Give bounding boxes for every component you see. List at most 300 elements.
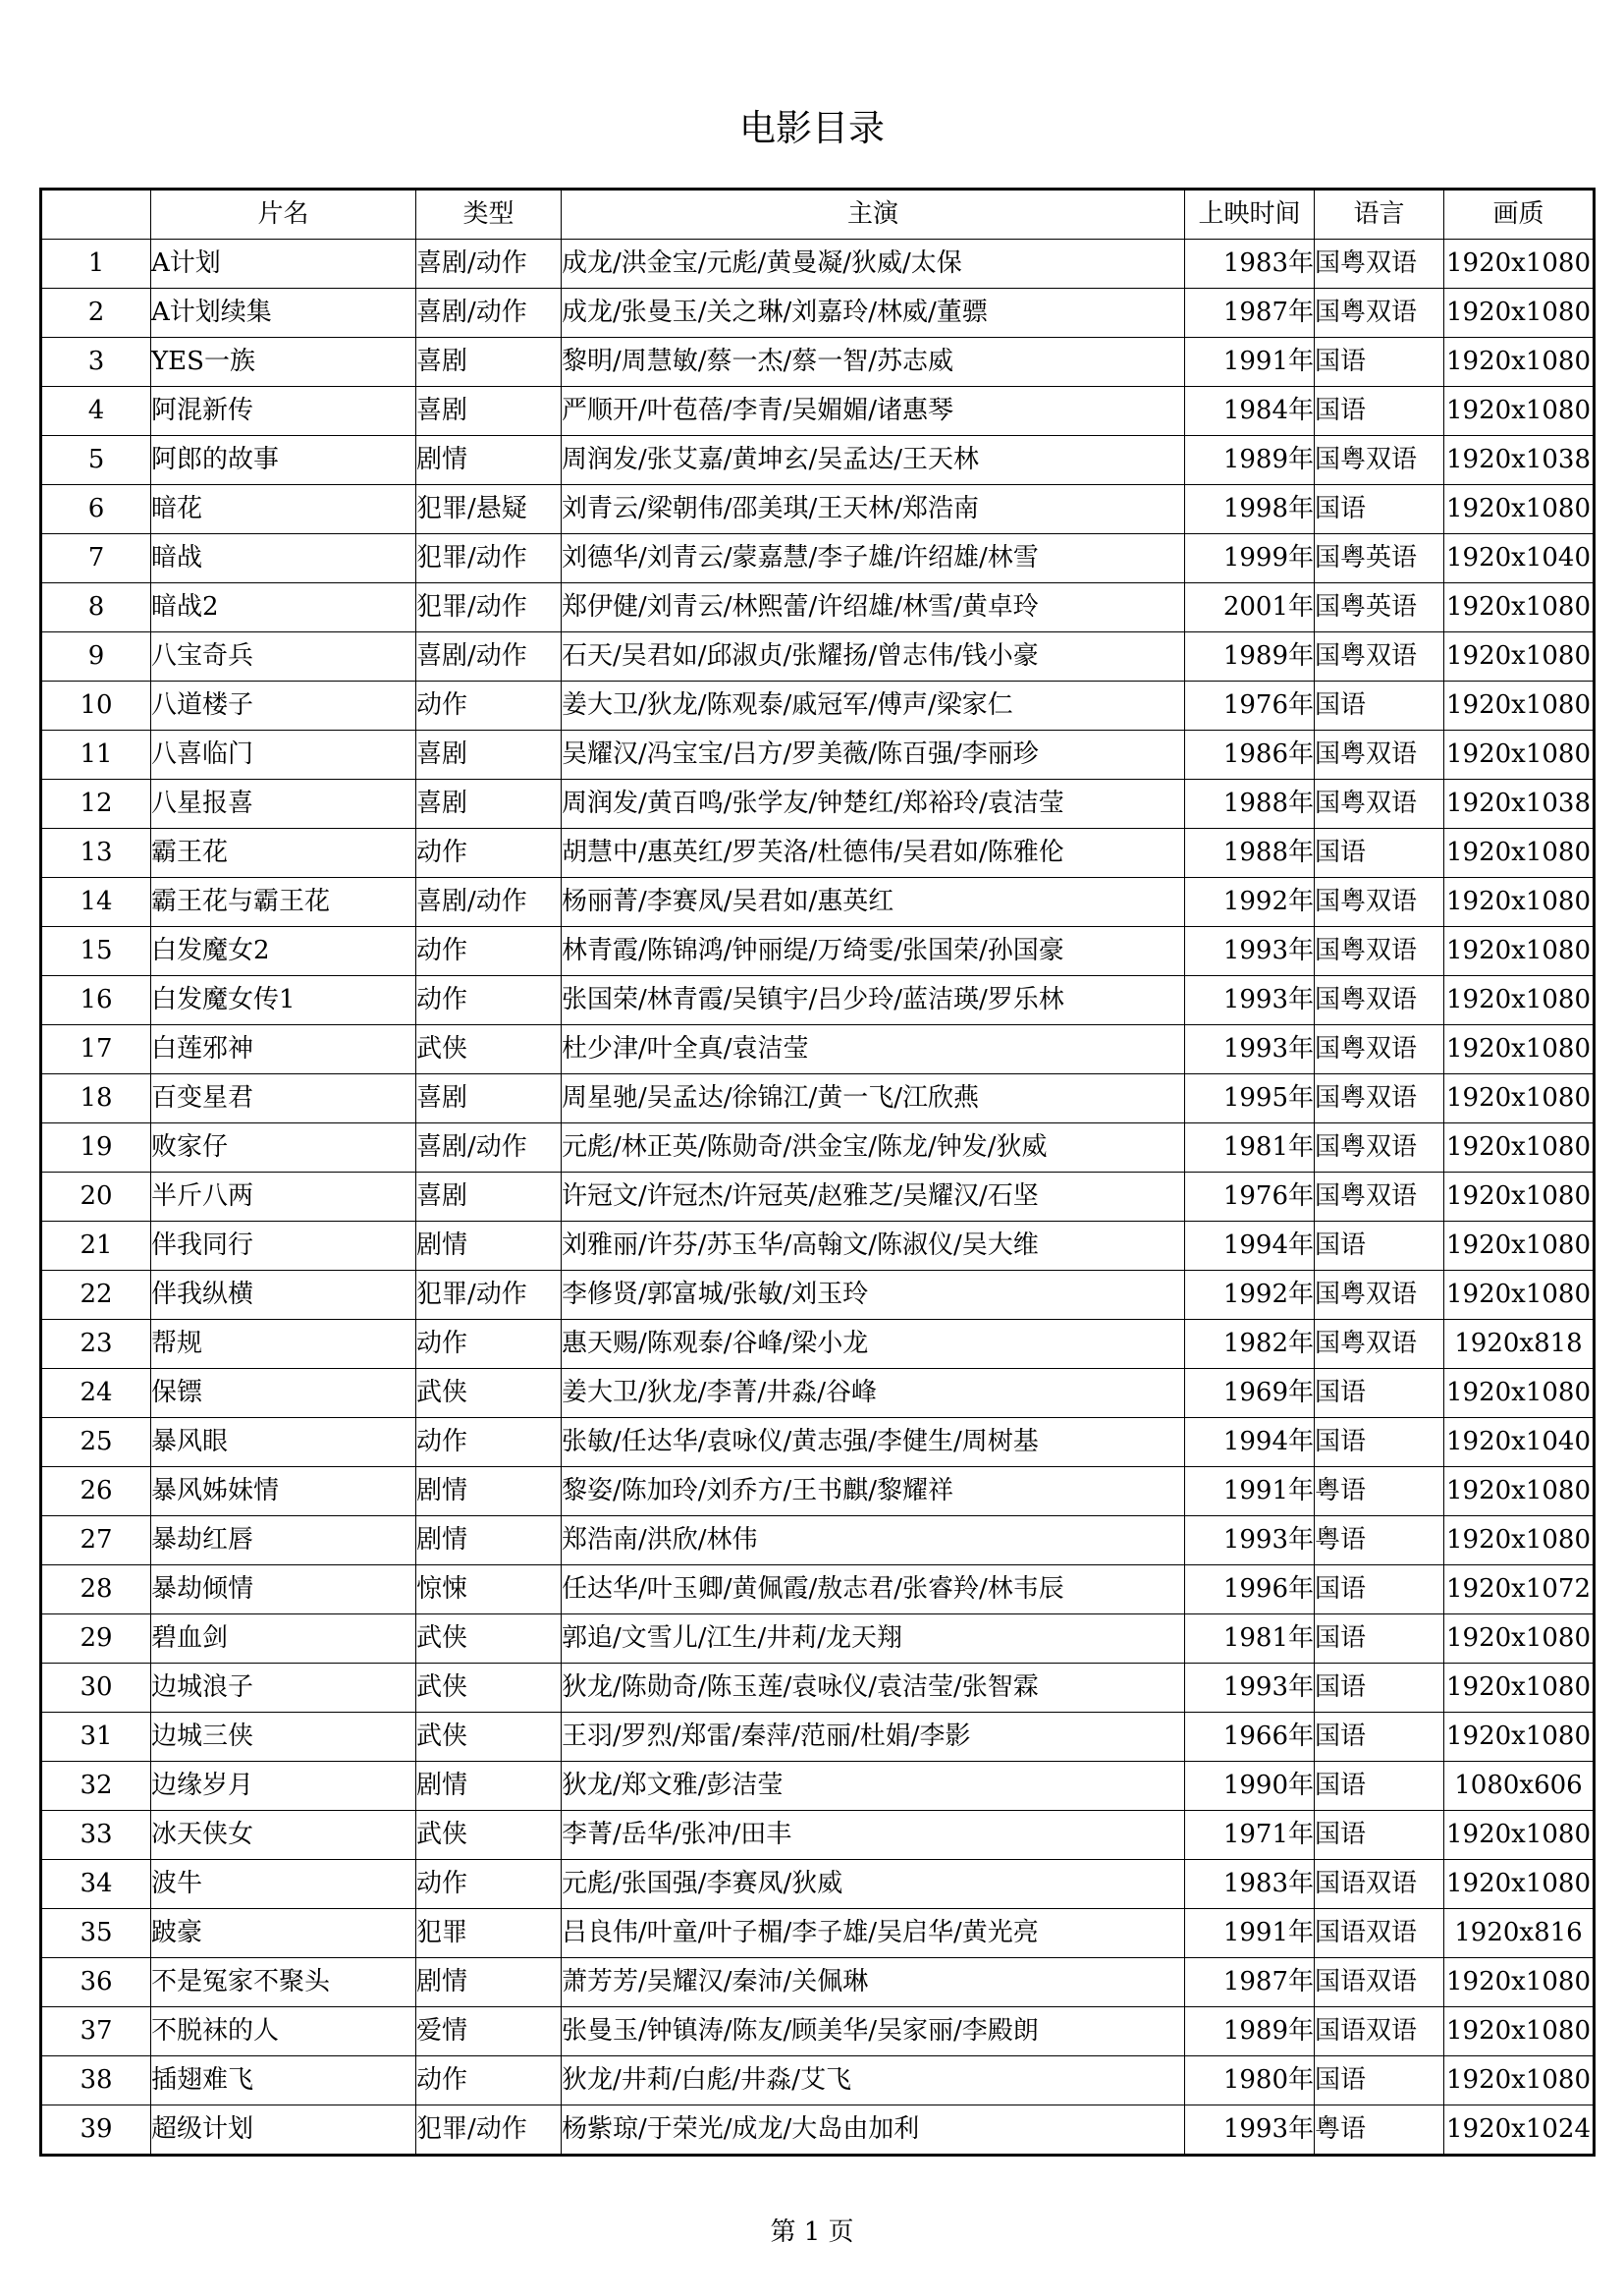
release-year: 1976年 [1185, 682, 1315, 731]
language: 国语 [1315, 1565, 1444, 1614]
movie-title: 暴风眼 [151, 1418, 416, 1467]
row-number: 15 [41, 927, 151, 976]
release-year: 1992年 [1185, 878, 1315, 927]
cast: 严顺开/叶苞蓓/李青/吴媚媚/诸惠琴 [562, 387, 1185, 436]
release-year: 1981年 [1185, 1123, 1315, 1173]
table-row [41, 1173, 1595, 1222]
release-year: 1993年 [1185, 976, 1315, 1025]
genre: 爱情 [416, 2007, 562, 2056]
row-number: 28 [41, 1565, 151, 1614]
cast: 成龙/张曼玉/关之琳/刘嘉玲/林威/董骠 [562, 289, 1185, 338]
resolution: 1920x1040 [1444, 1418, 1595, 1467]
row-number: 25 [41, 1418, 151, 1467]
genre: 喜剧/动作 [416, 878, 562, 927]
language: 国粤双语 [1315, 1271, 1444, 1320]
language: 国语 [1315, 1811, 1444, 1860]
release-year: 1986年 [1185, 731, 1315, 780]
release-year: 1983年 [1185, 1860, 1315, 1909]
resolution: 1920x1080 [1444, 1222, 1595, 1271]
table-row [41, 1565, 1595, 1614]
movie-title: A计划续集 [151, 289, 416, 338]
row-number: 38 [41, 2056, 151, 2105]
resolution: 1920x1080 [1444, 829, 1595, 878]
release-year: 1994年 [1185, 1222, 1315, 1271]
header-genre: 类型 [416, 190, 562, 240]
row-number: 7 [41, 534, 151, 583]
movie-title: 暴劫红唇 [151, 1516, 416, 1565]
table-row [41, 2105, 1595, 2156]
release-year: 1971年 [1185, 1811, 1315, 1860]
cast: 林青霞/陈锦鸿/钟丽缇/万绮雯/张国荣/孙国豪 [562, 927, 1185, 976]
movie-title: 暗战 [151, 534, 416, 583]
resolution: 1920x1040 [1444, 534, 1595, 583]
genre: 喜剧 [416, 780, 562, 829]
genre: 武侠 [416, 1664, 562, 1713]
movie-title: 插翅难飞 [151, 2056, 416, 2105]
row-number: 36 [41, 1958, 151, 2007]
resolution: 1920x1024 [1444, 2105, 1595, 2156]
table-row [41, 338, 1595, 387]
cast: 周润发/张艾嘉/黄坤玄/吴孟达/王天林 [562, 436, 1185, 485]
language: 国粤双语 [1315, 1173, 1444, 1222]
cast: 张曼玉/钟镇涛/陈友/顾美华/吴家丽/李殿朗 [562, 2007, 1185, 2056]
resolution: 1920x1080 [1444, 485, 1595, 534]
cast: 狄龙/郑文雅/彭洁莹 [562, 1762, 1185, 1811]
table-row [41, 436, 1595, 485]
release-year: 1996年 [1185, 1565, 1315, 1614]
language: 国粤英语 [1315, 583, 1444, 632]
movie-title: 暴劫倾情 [151, 1565, 416, 1614]
table-row [41, 1516, 1595, 1565]
resolution: 1920x1072 [1444, 1565, 1595, 1614]
row-number: 16 [41, 976, 151, 1025]
genre: 犯罪/悬疑 [416, 485, 562, 534]
cast: 刘德华/刘青云/蒙嘉慧/李子雄/许绍雄/林雪 [562, 534, 1185, 583]
resolution: 1920x1080 [1444, 1025, 1595, 1074]
release-year: 2001年 [1185, 583, 1315, 632]
release-year: 1992年 [1185, 1271, 1315, 1320]
release-year: 1966年 [1185, 1713, 1315, 1762]
language: 国粤双语 [1315, 1025, 1444, 1074]
table-row [41, 731, 1595, 780]
language: 国语 [1315, 682, 1444, 731]
release-year: 1993年 [1185, 1025, 1315, 1074]
resolution: 1920x1080 [1444, 1860, 1595, 1909]
table-row [41, 1271, 1595, 1320]
table-row [41, 927, 1595, 976]
cast: 胡慧中/惠英红/罗芙洛/杜德伟/吴君如/陈雅伦 [562, 829, 1185, 878]
language: 国粤双语 [1315, 1123, 1444, 1173]
genre: 惊悚 [416, 1565, 562, 1614]
release-year: 1989年 [1185, 436, 1315, 485]
resolution: 1920x1080 [1444, 1173, 1595, 1222]
language: 国语双语 [1315, 2007, 1444, 2056]
header-quality: 画质 [1444, 190, 1595, 240]
language: 国粤双语 [1315, 927, 1444, 976]
language: 国粤双语 [1315, 780, 1444, 829]
release-year: 1989年 [1185, 2007, 1315, 2056]
row-number: 4 [41, 387, 151, 436]
language: 国语 [1315, 1418, 1444, 1467]
language: 国粤双语 [1315, 240, 1444, 289]
resolution: 1920x1080 [1444, 1123, 1595, 1173]
row-number: 37 [41, 2007, 151, 2056]
movie-title: 超级计划 [151, 2105, 416, 2156]
row-number: 2 [41, 289, 151, 338]
resolution: 1920x816 [1444, 1909, 1595, 1958]
table-row [41, 2007, 1595, 2056]
genre: 喜剧 [416, 1074, 562, 1123]
release-year: 1980年 [1185, 2056, 1315, 2105]
genre: 喜剧 [416, 731, 562, 780]
cast: 黎姿/陈加玲/刘乔方/王书麒/黎耀祥 [562, 1467, 1185, 1516]
language: 国粤英语 [1315, 534, 1444, 583]
table-row [41, 240, 1595, 289]
genre: 犯罪 [416, 1909, 562, 1958]
release-year: 1989年 [1185, 632, 1315, 682]
table-row [41, 780, 1595, 829]
table-row [41, 976, 1595, 1025]
language: 国语双语 [1315, 1958, 1444, 2007]
language: 粤语 [1315, 1516, 1444, 1565]
movie-title: 保镖 [151, 1369, 416, 1418]
release-year: 1988年 [1185, 780, 1315, 829]
resolution: 1920x1080 [1444, 289, 1595, 338]
row-number: 24 [41, 1369, 151, 1418]
movie-title: 伴我纵横 [151, 1271, 416, 1320]
release-year: 1994年 [1185, 1418, 1315, 1467]
genre: 动作 [416, 976, 562, 1025]
header-index [41, 190, 151, 240]
table-row [41, 2056, 1595, 2105]
resolution: 1920x1080 [1444, 2056, 1595, 2105]
release-year: 1982年 [1185, 1320, 1315, 1369]
resolution: 1920x1080 [1444, 731, 1595, 780]
release-year: 1987年 [1185, 1958, 1315, 2007]
genre: 喜剧/动作 [416, 1123, 562, 1173]
movie-title: 八星报喜 [151, 780, 416, 829]
header-release: 上映时间 [1185, 190, 1315, 240]
table-row [41, 1664, 1595, 1713]
genre: 武侠 [416, 1025, 562, 1074]
row-number: 1 [41, 240, 151, 289]
cast: 张敏/任达华/袁咏仪/黄志强/李健生/周树基 [562, 1418, 1185, 1467]
cast: 吴耀汉/冯宝宝/吕方/罗美薇/陈百强/李丽珍 [562, 731, 1185, 780]
genre: 犯罪/动作 [416, 534, 562, 583]
table-row [41, 1860, 1595, 1909]
cast: 杨丽菁/李赛凤/吴君如/惠英红 [562, 878, 1185, 927]
movie-title: 白莲邪神 [151, 1025, 416, 1074]
language: 国粤双语 [1315, 289, 1444, 338]
resolution: 1920x1080 [1444, 1713, 1595, 1762]
page-number: 第 1 页 [770, 2217, 854, 2247]
table-row [41, 1123, 1595, 1173]
language: 国粤双语 [1315, 878, 1444, 927]
row-number: 20 [41, 1173, 151, 1222]
cast: 惠天赐/陈观泰/谷峰/梁小龙 [562, 1320, 1185, 1369]
cast: 姜大卫/狄龙/李菁/井淼/谷峰 [562, 1369, 1185, 1418]
genre: 喜剧/动作 [416, 289, 562, 338]
cast: 吕良伟/叶童/叶子楣/李子雄/吴启华/黄光亮 [562, 1909, 1185, 1958]
movie-title: 伴我同行 [151, 1222, 416, 1271]
header-language: 语言 [1315, 190, 1444, 240]
release-year: 1995年 [1185, 1074, 1315, 1123]
release-year: 1991年 [1185, 1909, 1315, 1958]
resolution: 1080x606 [1444, 1762, 1595, 1811]
genre: 剧情 [416, 1467, 562, 1516]
release-year: 1981年 [1185, 1614, 1315, 1664]
genre: 喜剧 [416, 387, 562, 436]
resolution: 1920x1080 [1444, 927, 1595, 976]
cast: 元彪/林正英/陈勋奇/洪金宝/陈龙/钟发/狄威 [562, 1123, 1185, 1173]
language: 粤语 [1315, 2105, 1444, 2156]
movie-title: 八喜临门 [151, 731, 416, 780]
table-row [41, 534, 1595, 583]
movie-title: 碧血剑 [151, 1614, 416, 1664]
row-number: 8 [41, 583, 151, 632]
row-number: 31 [41, 1713, 151, 1762]
language: 国语 [1315, 829, 1444, 878]
table-row [41, 1222, 1595, 1271]
cast: 李修贤/郭富城/张敏/刘玉玲 [562, 1271, 1185, 1320]
row-number: 19 [41, 1123, 151, 1173]
movie-title: 冰天侠女 [151, 1811, 416, 1860]
movie-title: 霸王花 [151, 829, 416, 878]
row-number: 12 [41, 780, 151, 829]
header-row [41, 190, 1595, 240]
row-number: 29 [41, 1614, 151, 1664]
movie-title: 不是冤家不聚头 [151, 1958, 416, 2007]
movie-title: 暗战2 [151, 583, 416, 632]
genre: 犯罪/动作 [416, 2105, 562, 2156]
movie-title: 边缘岁月 [151, 1762, 416, 1811]
resolution: 1920x1080 [1444, 1467, 1595, 1516]
genre: 喜剧/动作 [416, 240, 562, 289]
cast: 杜少津/叶全真/袁洁莹 [562, 1025, 1185, 1074]
table-row [41, 583, 1595, 632]
genre: 犯罪/动作 [416, 583, 562, 632]
cast: 周润发/黄百鸣/张学友/钟楚红/郑裕玲/袁洁莹 [562, 780, 1185, 829]
language: 国语双语 [1315, 1909, 1444, 1958]
genre: 动作 [416, 829, 562, 878]
resolution: 1920x1038 [1444, 436, 1595, 485]
movie-title: 半斤八两 [151, 1173, 416, 1222]
page-title: 电影目录 [739, 107, 885, 149]
resolution: 1920x1080 [1444, 976, 1595, 1025]
language: 国语 [1315, 1762, 1444, 1811]
genre: 剧情 [416, 1958, 562, 2007]
resolution: 1920x1080 [1444, 1958, 1595, 2007]
row-number: 11 [41, 731, 151, 780]
movie-title: YES一族 [151, 338, 416, 387]
movie-title: 八宝奇兵 [151, 632, 416, 682]
genre: 犯罪/动作 [416, 1271, 562, 1320]
genre: 喜剧 [416, 1173, 562, 1222]
movie-title: 暗花 [151, 485, 416, 534]
language: 国语 [1315, 338, 1444, 387]
cast: 张国荣/林青霞/吴镇宇/吕少玲/蓝洁瑛/罗乐林 [562, 976, 1185, 1025]
table-row [41, 829, 1595, 878]
release-year: 1998年 [1185, 485, 1315, 534]
resolution: 1920x1080 [1444, 1811, 1595, 1860]
row-number: 14 [41, 878, 151, 927]
row-number: 6 [41, 485, 151, 534]
row-number: 10 [41, 682, 151, 731]
resolution: 1920x1080 [1444, 1614, 1595, 1664]
row-number: 34 [41, 1860, 151, 1909]
cast: 萧芳芳/吴耀汉/秦沛/关佩琳 [562, 1958, 1185, 2007]
resolution: 1920x1080 [1444, 878, 1595, 927]
movie-title: 跛豪 [151, 1909, 416, 1958]
language: 国粤双语 [1315, 436, 1444, 485]
language: 国粤双语 [1315, 731, 1444, 780]
language: 粤语 [1315, 1467, 1444, 1516]
table-row [41, 1909, 1595, 1958]
cast: 周星驰/吴孟达/徐锦江/黄一飞/江欣燕 [562, 1074, 1185, 1123]
row-number: 13 [41, 829, 151, 878]
release-year: 1983年 [1185, 240, 1315, 289]
cast: 任达华/叶玉卿/黄佩霞/敖志君/张睿羚/林韦辰 [562, 1565, 1185, 1614]
genre: 武侠 [416, 1369, 562, 1418]
table-row [41, 387, 1595, 436]
genre: 剧情 [416, 1222, 562, 1271]
genre: 剧情 [416, 1762, 562, 1811]
release-year: 1991年 [1185, 1467, 1315, 1516]
movie-title: 八道楼子 [151, 682, 416, 731]
language: 国语双语 [1315, 1860, 1444, 1909]
release-year: 1969年 [1185, 1369, 1315, 1418]
language: 国语 [1315, 1614, 1444, 1664]
table-row [41, 1811, 1595, 1860]
table-row [41, 1614, 1595, 1664]
movie-title: 阿混新传 [151, 387, 416, 436]
movie-title: 边城浪子 [151, 1664, 416, 1713]
cast: 郑伊健/刘青云/林熙蕾/许绍雄/林雪/黄卓玲 [562, 583, 1185, 632]
resolution: 1920x1080 [1444, 2007, 1595, 2056]
row-number: 27 [41, 1516, 151, 1565]
language: 国粤双语 [1315, 1320, 1444, 1369]
genre: 武侠 [416, 1713, 562, 1762]
genre: 剧情 [416, 436, 562, 485]
resolution: 1920x1080 [1444, 1271, 1595, 1320]
row-number: 26 [41, 1467, 151, 1516]
cast: 李菁/岳华/张冲/田丰 [562, 1811, 1185, 1860]
header-title: 片名 [151, 190, 416, 240]
genre: 动作 [416, 1418, 562, 1467]
cast: 王羽/罗烈/郑雷/秦萍/范丽/杜娟/李影 [562, 1713, 1185, 1762]
row-number: 35 [41, 1909, 151, 1958]
cast: 石天/吴君如/邱淑贞/张耀扬/曾志伟/钱小豪 [562, 632, 1185, 682]
cast: 黎明/周慧敏/蔡一杰/蔡一智/苏志威 [562, 338, 1185, 387]
release-year: 1976年 [1185, 1173, 1315, 1222]
table-row [41, 1418, 1595, 1467]
movie-title: 霸王花与霸王花 [151, 878, 416, 927]
cast: 刘青云/梁朝伟/邵美琪/王天林/郑浩南 [562, 485, 1185, 534]
table-row [41, 1762, 1595, 1811]
language: 国语 [1315, 1713, 1444, 1762]
movie-title: 百变星君 [151, 1074, 416, 1123]
genre: 动作 [416, 1860, 562, 1909]
movie-title: 败家仔 [151, 1123, 416, 1173]
release-year: 1984年 [1185, 387, 1315, 436]
resolution: 1920x1080 [1444, 1074, 1595, 1123]
movie-table [39, 188, 1596, 2157]
release-year: 1993年 [1185, 1664, 1315, 1713]
cast: 成龙/洪金宝/元彪/黄曼凝/狄威/太保 [562, 240, 1185, 289]
row-number: 9 [41, 632, 151, 682]
table-row [41, 1074, 1595, 1123]
language: 国语 [1315, 1369, 1444, 1418]
table-row [41, 1467, 1595, 1516]
resolution: 1920x1080 [1444, 387, 1595, 436]
movie-title: 边城三侠 [151, 1713, 416, 1762]
genre: 剧情 [416, 1516, 562, 1565]
cast: 狄龙/陈勋奇/陈玉莲/袁咏仪/袁洁莹/张智霖 [562, 1664, 1185, 1713]
language: 国粤双语 [1315, 632, 1444, 682]
release-year: 1991年 [1185, 338, 1315, 387]
cast: 刘雅丽/许芬/苏玉华/高翰文/陈淑仪/吴大维 [562, 1222, 1185, 1271]
genre: 动作 [416, 682, 562, 731]
row-number: 22 [41, 1271, 151, 1320]
table-row [41, 289, 1595, 338]
release-year: 1988年 [1185, 829, 1315, 878]
movie-title: 波牛 [151, 1860, 416, 1909]
genre: 喜剧 [416, 338, 562, 387]
row-number: 39 [41, 2105, 151, 2156]
cast: 郑浩南/洪欣/林伟 [562, 1516, 1185, 1565]
genre: 动作 [416, 927, 562, 976]
release-year: 1990年 [1185, 1762, 1315, 1811]
genre: 动作 [416, 2056, 562, 2105]
movie-title: 白发魔女传1 [151, 976, 416, 1025]
cast: 姜大卫/狄龙/陈观泰/戚冠军/傅声/梁家仁 [562, 682, 1185, 731]
movie-title: 白发魔女2 [151, 927, 416, 976]
language: 国语 [1315, 2056, 1444, 2105]
table-row [41, 1958, 1595, 2007]
language: 国语 [1315, 387, 1444, 436]
cast: 郭追/文雪儿/江生/井莉/龙天翔 [562, 1614, 1185, 1664]
row-number: 5 [41, 436, 151, 485]
table-row [41, 878, 1595, 927]
row-number: 3 [41, 338, 151, 387]
resolution: 1920x1080 [1444, 338, 1595, 387]
resolution: 1920x1080 [1444, 1664, 1595, 1713]
movie-title: 阿郎的故事 [151, 436, 416, 485]
language: 国粤双语 [1315, 1074, 1444, 1123]
table-row [41, 1320, 1595, 1369]
release-year: 1993年 [1185, 1516, 1315, 1565]
cast: 狄龙/井莉/白彪/井淼/艾飞 [562, 2056, 1185, 2105]
table-row [41, 1025, 1595, 1074]
genre: 武侠 [416, 1614, 562, 1664]
table-row [41, 1369, 1595, 1418]
resolution: 1920x1080 [1444, 583, 1595, 632]
movie-title: A计划 [151, 240, 416, 289]
cast: 杨紫琼/于荣光/成龙/大岛由加利 [562, 2105, 1185, 2156]
row-number: 33 [41, 1811, 151, 1860]
language: 国粤双语 [1315, 976, 1444, 1025]
language: 国语 [1315, 485, 1444, 534]
release-year: 1993年 [1185, 2105, 1315, 2156]
cast: 元彪/张国强/李赛凤/狄威 [562, 1860, 1185, 1909]
header-cast: 主演 [562, 190, 1185, 240]
resolution: 1920x1038 [1444, 780, 1595, 829]
release-year: 1993年 [1185, 927, 1315, 976]
genre: 武侠 [416, 1811, 562, 1860]
release-year: 1999年 [1185, 534, 1315, 583]
movie-title: 暴风姊妹情 [151, 1467, 416, 1516]
row-number: 23 [41, 1320, 151, 1369]
